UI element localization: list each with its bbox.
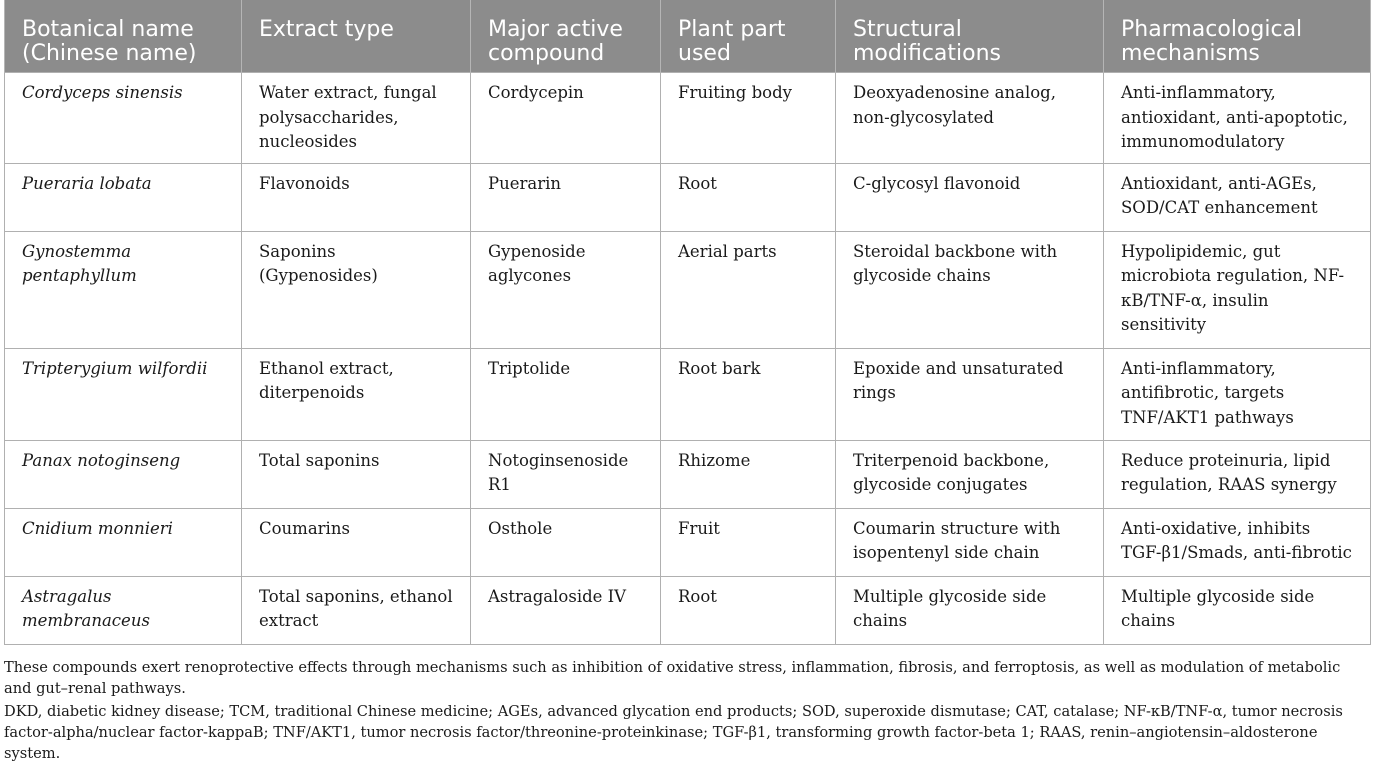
table-row xyxy=(5,231,1371,348)
cell-pharmacological-mechanisms: Anti-inflammatory, antioxidant, anti-apoptotic, immunomodulatory xyxy=(1104,73,1371,164)
table-row xyxy=(5,508,1371,576)
cell-structural-modifications: Coumarin structure with isopentenyl side chain xyxy=(836,508,1104,576)
cell-plant-part-used: Aerial parts xyxy=(661,231,836,348)
cell-botanical-name: Cordyceps sinensis xyxy=(5,73,242,164)
cell-pharmacological-mechanisms: Multiple glycoside side chains xyxy=(1104,576,1371,644)
footnote-summary: These compounds exert renoprotective effects through mechanisms such as inhibition of oxidative stress, inflammation, fibrosis, and ferroptosis, as well as modulation of metabolic and gut–renal pathways. xyxy=(4,659,1341,697)
cell-structural-modifications: Deoxyadenosine analog, non-glycosylated xyxy=(836,73,1104,164)
cell-plant-part-used: Root xyxy=(661,576,836,644)
botanical-table xyxy=(4,0,1371,645)
table-row xyxy=(5,576,1371,644)
header-plant-part-used: Plant part used xyxy=(661,0,836,73)
cell-structural-modifications: Triterpenoid backbone, glycoside conjugates xyxy=(836,440,1104,508)
cell-plant-part-used: Root xyxy=(661,163,836,231)
cell-pharmacological-mechanisms: Reduce proteinuria, lipid regulation, RAAS synergy xyxy=(1104,440,1371,508)
cell-structural-modifications: C-glycosyl flavonoid xyxy=(836,163,1104,231)
cell-botanical-name: Pueraria lobata xyxy=(5,163,242,231)
cell-extract-type: Water extract, fungal polysaccharides, nucleosides xyxy=(242,73,471,164)
footnote-abbreviations: DKD, diabetic kidney disease; TCM, traditional Chinese medicine; AGEs, advanced glycation end products; SOD, superoxide dismutase; CAT, catalase; NF-κB/TNF-α, tumor necrosis factor-alpha/nuclear factor-kappaB; TNF/AKT1, tumor necrosis factor/threonine-proteinkinase; TGF-β1, transforming growth factor-beta 1; RAAS, renin–angiotensin–aldosterone system. xyxy=(4,703,1343,762)
header-major-active-compound: Major active compound xyxy=(471,0,661,73)
cell-botanical-name: Cnidium monnieri xyxy=(5,508,242,576)
table-row xyxy=(5,440,1371,508)
cell-pharmacological-mechanisms: Anti-inflammatory, antifibrotic, targets TNF/AKT1 pathways xyxy=(1104,348,1371,440)
header-extract-type: Extract type xyxy=(242,0,471,73)
cell-major-active-compound: Triptolide xyxy=(471,348,661,440)
cell-structural-modifications: Multiple glycoside side chains xyxy=(836,576,1104,644)
cell-pharmacological-mechanisms: Anti-oxidative, inhibits TGF-β1/Smads, anti-fibrotic xyxy=(1104,508,1371,576)
table-footnotes xyxy=(4,657,1372,766)
table-row xyxy=(5,348,1371,440)
header-botanical-name: Botanical name (Chinese name) xyxy=(5,0,242,73)
cell-botanical-name: Panax notoginseng xyxy=(5,440,242,508)
cell-extract-type: Total saponins, ethanol extract xyxy=(242,576,471,644)
cell-structural-modifications: Steroidal backbone with glycoside chains xyxy=(836,231,1104,348)
cell-pharmacological-mechanisms: Antioxidant, anti-AGEs, SOD/CAT enhancement xyxy=(1104,163,1371,231)
header-row xyxy=(5,0,1371,73)
cell-extract-type: Flavonoids xyxy=(242,163,471,231)
header-pharmacological-mechanisms: Pharmacological mechanisms xyxy=(1104,0,1371,73)
cell-structural-modifications: Epoxide and unsaturated rings xyxy=(836,348,1104,440)
cell-plant-part-used: Root bark xyxy=(661,348,836,440)
header-structural-modifications: Structural modifications xyxy=(836,0,1104,73)
cell-plant-part-used: Fruit xyxy=(661,508,836,576)
cell-plant-part-used: Fruiting body xyxy=(661,73,836,164)
table-container xyxy=(4,0,1370,645)
cell-botanical-name: Astragalus membranaceus xyxy=(5,576,242,644)
table-row xyxy=(5,73,1371,164)
cell-major-active-compound: Gypenoside aglycones xyxy=(471,231,661,348)
cell-plant-part-used: Rhizome xyxy=(661,440,836,508)
cell-major-active-compound: Puerarin xyxy=(471,163,661,231)
cell-botanical-name: Tripterygium wilfordii xyxy=(5,348,242,440)
cell-extract-type: Ethanol extract, diterpenoids xyxy=(242,348,471,440)
cell-major-active-compound: Notoginsenoside R1 xyxy=(471,440,661,508)
table-row xyxy=(5,163,1371,231)
cell-major-active-compound: Osthole xyxy=(471,508,661,576)
cell-extract-type: Total saponins xyxy=(242,440,471,508)
cell-extract-type: Saponins (Gypenosides) xyxy=(242,231,471,348)
cell-major-active-compound: Astragaloside IV xyxy=(471,576,661,644)
cell-major-active-compound: Cordycepin xyxy=(471,73,661,164)
cell-botanical-name: Gynostemma pentaphyllum xyxy=(5,231,242,348)
cell-pharmacological-mechanisms: Hypolipidemic, gut microbiota regulation, NF-κB/TNF-α, insulin sensitivity xyxy=(1104,231,1371,348)
cell-extract-type: Coumarins xyxy=(242,508,471,576)
